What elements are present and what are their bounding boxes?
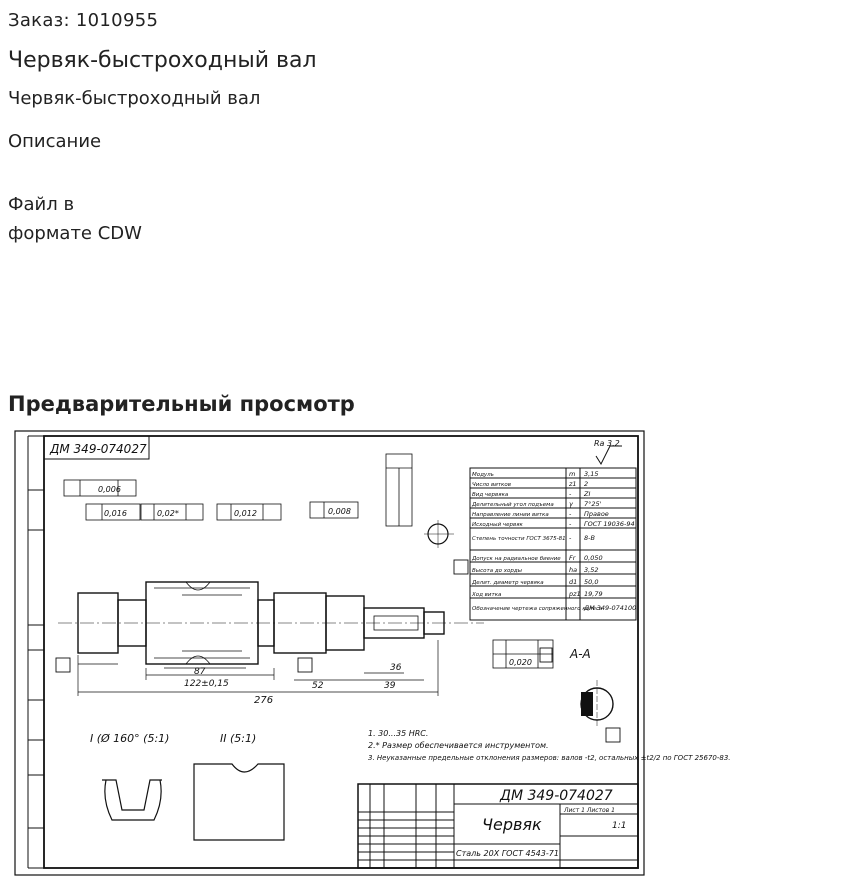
description-label: Описание <box>8 131 102 152</box>
order-number: Заказ: 1010955 <box>8 10 159 31</box>
param-cell: Правое <box>584 510 609 518</box>
param-cell: 50,0 <box>584 578 599 586</box>
param-cell: Вид червяка <box>472 492 509 498</box>
param-cell: Модуль <box>472 472 494 478</box>
dim-length-36: 36 <box>390 663 402 673</box>
detail-label-1: I (Ø 160° (5:1) <box>90 732 170 745</box>
param-cell: Допуск на радиальное биение <box>472 556 561 562</box>
dim-length-122: 122±0,15 <box>184 679 229 689</box>
note-3: 3. Неуказанные предельные отклонения размеров: валов -t2, остальных ±t2/2 по ГОСТ 25670-83. <box>368 754 731 762</box>
param-cell: Ход витка <box>472 592 502 598</box>
detail-label-2: II (5:1) <box>220 732 257 745</box>
param-cell: 8-В <box>584 534 595 542</box>
param-cell: ZI <box>584 490 591 498</box>
param-cell: ДМ 349-074100 <box>584 604 637 612</box>
note-1: 1. 30...35 HRC. <box>368 729 429 738</box>
dim-length-39: 39 <box>384 681 396 691</box>
param-cell: Обозначение чертежа сопряженного колеса <box>472 606 603 612</box>
technical-drawing <box>14 430 731 876</box>
param-cell: pz1 <box>569 590 581 598</box>
dim-overall-length: 276 <box>254 695 274 706</box>
param-cell: Направление линии витка <box>472 512 549 518</box>
param-cell: 3,15 <box>584 470 599 478</box>
param-cell: 3,52 <box>584 566 599 574</box>
preview-heading: Предварительный просмотр <box>8 392 355 416</box>
product-title: Червяк-быстроходный вал <box>8 48 317 73</box>
roughness-note: Ra 3.2 <box>594 439 620 448</box>
param-cell: γ <box>569 500 573 508</box>
param-cell: - <box>569 534 572 542</box>
tolerance-t2: 0,016 <box>104 509 127 518</box>
file-format-line1: Файл в <box>8 194 75 215</box>
param-cell: Число витков <box>472 482 511 488</box>
param-cell: m <box>569 470 576 478</box>
param-cell: z1 <box>569 480 577 488</box>
param-cell: Степень точности ГОСТ 3675-81 <box>472 536 566 542</box>
title-block-designation: ДМ 349-074027 <box>500 788 613 804</box>
drawing-preview[interactable] <box>14 430 731 876</box>
param-cell: hа <box>569 566 578 574</box>
param-cell: 2 <box>584 480 589 488</box>
drawing-code-stamp: ДМ 349-074027 <box>50 442 147 456</box>
param-cell: 19,79 <box>584 590 603 598</box>
param-cell: d1 <box>569 578 578 586</box>
tolerance-t3: 0,02* <box>157 509 179 518</box>
dim-length-87: 87 <box>194 667 206 677</box>
tolerance-t5: 0,008 <box>328 507 351 516</box>
param-cell: Fr <box>569 554 576 562</box>
tolerance-t1: 0,006 <box>98 485 121 494</box>
title-block-scale: 1:1 <box>612 821 627 831</box>
param-cell: Высота до хорды <box>472 568 522 574</box>
param-cell: ГОСТ 19036-94 <box>584 520 635 528</box>
param-cell: Делит. диаметр червяка <box>472 580 544 586</box>
title-block-sheet-info: Лист 1 Листов 1 <box>564 807 615 814</box>
param-cell: - <box>569 490 572 498</box>
product-subtitle: Червяк-быстроходный вал <box>8 88 261 109</box>
param-cell: 0,050 <box>584 554 603 562</box>
section-label: А-А <box>570 647 591 661</box>
param-cell: Исходный червяк <box>472 522 523 528</box>
tolerance-t4: 0,012 <box>234 509 257 518</box>
file-format-line2: формате CDW <box>8 223 142 244</box>
param-cell: - <box>569 510 572 518</box>
title-block-material: Сталь 20Х ГОСТ 4543-71 <box>456 849 559 858</box>
param-cell: 7°25' <box>584 500 602 508</box>
title-block-name: Червяк <box>482 815 542 834</box>
param-cell: - <box>569 520 572 528</box>
tolerance-t6: 0,020 <box>509 658 532 667</box>
param-cell: Делительный угол подъема <box>472 502 554 508</box>
note-2: 2.* Размер обеспечивается инструментом. <box>368 741 549 750</box>
dim-length-52: 52 <box>312 681 324 691</box>
